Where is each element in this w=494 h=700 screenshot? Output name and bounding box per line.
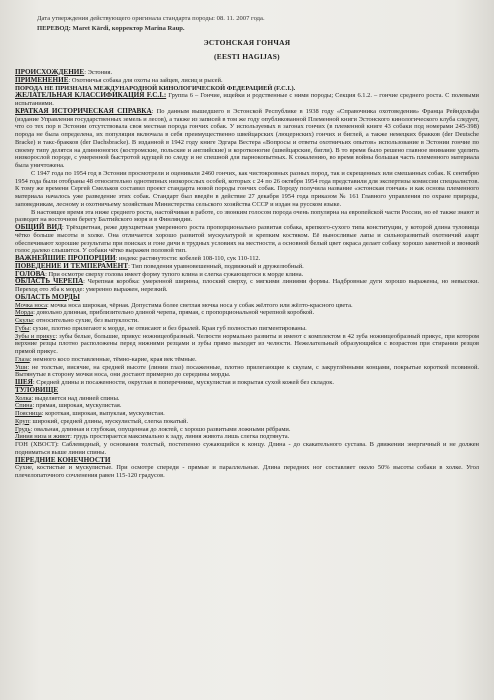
translation-label: ПЕРЕВОД: xyxy=(37,24,71,32)
underline-text: : грудь простирается максимально к заду, линия живота лишь слегка подтянута. xyxy=(70,433,290,441)
nose-item xyxy=(15,302,479,310)
skull-section xyxy=(15,278,479,294)
usage-section xyxy=(15,77,479,85)
cheeks-item xyxy=(15,317,479,325)
standard-body xyxy=(15,69,479,480)
tail-item xyxy=(15,441,479,457)
nose-text: : мочка носа широкая, чёрная. Допустима более светлая мочка носа у собак жёлтого или жёлто-красного цвета. xyxy=(46,301,353,309)
neck-section xyxy=(15,379,479,387)
facial-region-label: ОБЛАСТЬ МОРДЫ xyxy=(15,292,80,301)
approval-date-line: Дата утверждения действующего оригинала стандарта породы: 08. 11. 2007 года. xyxy=(37,15,265,22)
eyes-text: : немного косо поставленные, тёмно-карие, края век тёмные. xyxy=(29,355,197,363)
ears-label: Уши xyxy=(15,363,28,371)
neck-text: : Средней длины и посаженности, округлая в поперечнике, мускулистая и покрытая сухой кожей без складок. xyxy=(32,379,334,386)
loin-text: : короткая, широкая, выпуклая, мускулистая. xyxy=(41,410,165,417)
translation-value: Maret Kärdi, корректор Marina Raup. xyxy=(72,24,185,32)
proportions-text: : индекс растянутости: кобелей 108-110, сук 110-112. xyxy=(115,255,261,262)
chest-label: Грудь xyxy=(15,425,31,433)
neck-label: ШЕЯ xyxy=(15,378,33,386)
forelimbs-label: ПЕРЕДНИЕ КОНЕЧНОСТИ xyxy=(15,455,111,464)
body-heading xyxy=(15,387,479,395)
ears-text: : не толстые, висячие, на средней высоте (линии глаз) посаженные, плотно прилегающие к скулам, с закруглёнными концами, покрытые короткой псовиной. Вытянутые в сторону мочки носа, они достают примерно до середины морды. xyxy=(15,363,479,379)
facial-region-heading xyxy=(15,294,479,302)
history-paragraph-3: В настоящее время эта ниже среднего роста, настойчивая в работе, со звонким голосом порода очень популярна на европейской части России, но её также знают и разводят на восточном берегу Балтийского моря и в Финляндии. xyxy=(15,208,479,224)
croup-label: Круп xyxy=(15,417,30,425)
origin-text: : Эстония. xyxy=(84,69,113,76)
cheeks-text: : относительно сухие, без выпуклости. xyxy=(32,317,139,324)
history-label: КРАТКАЯ ИСТОРИЧЕСКАЯ СПРАВКА xyxy=(15,106,152,115)
nose-label: Мочка носа xyxy=(15,301,47,309)
eyes-label: Глаза xyxy=(15,355,30,363)
croup-text: : широкий, средней длины, мускулистый, слегка покатый. xyxy=(29,417,189,425)
body-label: ТУЛОВИЩЕ xyxy=(15,385,59,394)
usage-text: : Охотничья собака для охоты на зайцев, лисиц и рысей. xyxy=(68,76,223,84)
back-text: : прямая, широкая, мускулистая. xyxy=(32,402,122,410)
history-text: : По данным вышедшего в Эстонской Республике в 1938 году «Справочника охотоведения» Франца Рейндольфа (издание Управления государственных земель и лесов), а также из записей в том же году опубликованной Племенной книги Эстонского кинологического клуба следует, что со тех пор в Эстонии отсутствовала своя местная порода гончих собак. У используемых в загонах гончих (в племенной книге 43 собаки под номерами 245-398) порода не была определена, их популяция включала в себя преимущественно швейцарских (люцернских) гончих и биглей, а также немецких бракков (der Deutsche Bracke) и такс-бракков (der Dachsbracke). В изданной в 1942 году книге Эдгара Вестера «Вопросы и ответы охотничьих опытов» использование в Эстонии гончие по своему типу делятся на длинноногих (костромские, польские и английские) и коротконогие (швейцарские, бигли). В то время было решено главное внимание уделить низкорослой породе, с умеренной быстротой идущей по следу и не спешной для парнокопытных. К сожалению, во время войны большая часть племенного материала была уничтожена. xyxy=(15,107,479,169)
usage-label: ПРИМЕНЕНИЕ xyxy=(15,75,69,84)
muzzle-label: Морда xyxy=(15,309,34,317)
muzzle-item xyxy=(15,309,479,317)
skull-label: ОБЛАСТЬ ЧЕРЕПА xyxy=(15,277,84,286)
muzzle-text: : довольно длинная, приблизительно длиной черепа, прямая, с пропорциональной черепной коробкой. xyxy=(33,309,315,317)
head-label: ГОЛОВА xyxy=(15,269,46,278)
breed-title: ЭСТОНСКАЯ ГОНЧАЯ xyxy=(203,38,291,47)
history-section xyxy=(15,108,479,170)
forelimbs-heading xyxy=(15,457,479,465)
forelimbs-text: Сухие, костистые и мускулистые. При осмотре спереди - прямые и параллельные. Длина передних ног составляет около 50% высоты собаки в холке. Угол плечелопаточного сочленения равен 115-120 градусов. xyxy=(15,464,479,479)
document-header xyxy=(15,14,479,33)
body-item-back xyxy=(15,402,479,410)
translation-line xyxy=(37,24,479,34)
proportions-label: ВАЖНЕЙШИЕ ПРОПОРЦИИ xyxy=(15,254,116,262)
general-appearance-label: ОБЩИЙ ВИД xyxy=(15,223,63,231)
withers-label: Холка xyxy=(15,394,32,402)
behavior-label: ПОВЕДЕНИЕ И ТЕМПЕРАМЕНТ xyxy=(15,261,129,270)
history-paragraph-2: С 1947 года по 1954 год в Эстонии просмотрели и оценивали 2460 гончих, как чистокровных разных пород, так и скрещенных или смешанных собак. К сентябрю 1954 года были отобраны 48 относительно однотипных низкорослых особей, которых с 24 по 26 октября 1954 года представили для экспертизы комиссии специалистов. К тому же времени Сергей Смельков составил проект стандарта новой породы гончих собак. Породу получила название «эстонская гончая» и как основа племенного материала началось уже разведение этих собак. Стандарт был введён в действие 27 декабря 1954 года приказом № 161 Главного управления по охране природы, заповедникам, лесному и охотничьему хозяйствам Министерства сельского хозяйства СССР и издан на русском языке. xyxy=(15,169,479,208)
back-label: Спина xyxy=(15,402,33,410)
teeth-label: Зубы и прикус xyxy=(15,332,56,340)
chest-text: : овальная, длинная и глубокая, опущенная до локтей, с хорошо развитыми ложными рёбрами. xyxy=(30,425,291,433)
lips-text: : сухие, плотно прилегают к морде, не отвисают и без брылей. Края губ полностью пигментированы. xyxy=(29,324,307,332)
head-text: : При осмотре сверху голова имеет форму тупого клина и слегка сужающегося к морде клина. xyxy=(45,270,304,278)
general-appearance-section xyxy=(15,224,479,255)
tail-text: : Саблевидный, у основания толстый, постепенно сужающийся к концу. Длина - до скакательного сустава. В движении энергичный и не должен подниматься выше линии спины. xyxy=(15,441,480,456)
behavior-section xyxy=(15,263,479,271)
body-item-croup xyxy=(15,418,479,426)
body-item-loin xyxy=(15,410,479,418)
skull-text: : Черепная коробка: умеренной ширины, плоский сверху, с мягкими линиями формы. Надбровные дуги хорошо выражены, но невысоки. Переход ото лба к морде: умеренно выражен, нерезкий. xyxy=(15,278,480,293)
lips-label: Губы xyxy=(15,324,30,332)
breed-subtitle: (EESTI HAGIJAS) xyxy=(214,52,280,61)
body-item-withers xyxy=(15,395,479,403)
withers-text: : выделяется над линией спины. xyxy=(31,394,120,402)
classification-section xyxy=(15,92,479,108)
behavior-text: : Тип поведения уравновешенный, подвижный и дружелюбный. xyxy=(128,262,304,270)
teeth-text: : зубы белые, большие, прикус ножницеобразный. Челюсти нормально развиты и имеют с комплектом в 42 зуба ножницеобразный прикус, при котором верхние резцы плотно расположены перед нижними резцами и зубы прямо выходят из челюсти. Нежелательный образующийся с возрастом при стирании резцов прямой прикус. xyxy=(15,332,479,355)
ears-item xyxy=(15,364,479,380)
origin-label: ПРОИСХОЖДЕНИЕ xyxy=(15,68,85,76)
origin-section xyxy=(15,69,479,77)
classification-text: Группа 6 – Гончие, ищейки и родственные с ними породы; Секция 6.1.2. – гончие среднего роста. С полевыми испытаниями. xyxy=(15,92,480,107)
lips-item xyxy=(15,325,479,333)
teeth-item xyxy=(15,333,479,356)
cheeks-label: Скулы xyxy=(15,317,33,324)
loin-label: Поясница xyxy=(15,410,42,417)
general-appearance-text: : Трёхцветная, реже двухцветная умеренного роста пропорционально развитая собака, крепкого-сухого типа конституции, у которой длина туловища чётко больше высоты в холке. Она отличается хорошо развитой мускулатурой и крепким костяком. Её вынoсливые лапы и сильноразвитый охотничий азарт обеспечивают хорошие результаты при поисках и гоне дичи в трудных условиях на местности, а основной белый цвет окраса делает собаку хорошо заметной и звонкий голос далеко слышится. У собаки чётко выражен половой тип. xyxy=(15,224,479,255)
underline-label: Линия низа и живот xyxy=(15,433,71,441)
classification-label: ЖЕЛАТЕЛЬНАЯ КЛАССИФИКАЦИЯ F.C.I.: xyxy=(15,91,167,100)
tail-label: ГОН (ХВОСТ) xyxy=(15,441,58,448)
fci-status: ПОРОДА НЕ ПРИЗНАНА МЕЖДУНАРОДНОЙ КИНОЛОГИЧЕСКОЙ ФЕДЕРАЦИЕЙ (F.C.I.). xyxy=(15,84,296,92)
body-item-underline xyxy=(15,433,479,441)
eyes-item xyxy=(15,356,479,364)
body-item-chest xyxy=(15,426,479,434)
